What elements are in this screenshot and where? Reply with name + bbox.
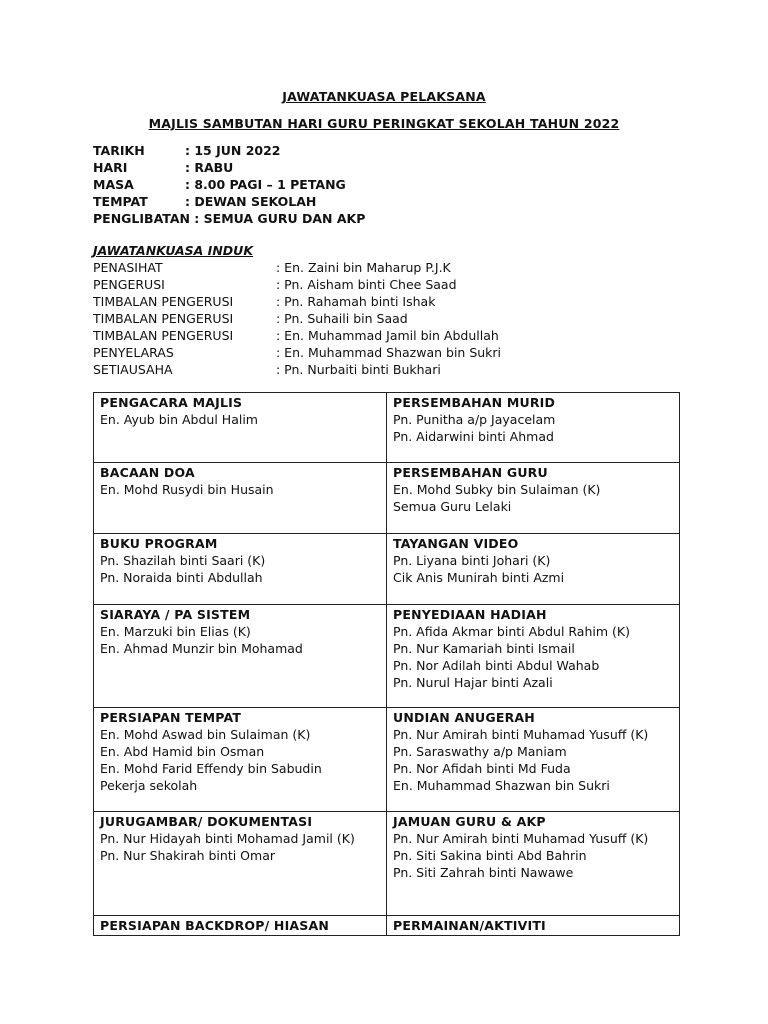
induk-member-name: : Pn. Aisham binti Chee Saad	[276, 277, 457, 292]
masa-value: : 8.00 PAGI – 1 PETANG	[185, 177, 346, 192]
induk-role: PENGERUSI	[93, 277, 165, 292]
tempat-label: TEMPAT	[93, 194, 148, 209]
committee-member: Pn. Nurul Hajar binti Azali	[393, 675, 553, 690]
induk-member-name: : Pn. Nurbaiti binti Bukhari	[276, 362, 441, 377]
committee-cell	[94, 393, 387, 463]
induk-role: PENASIHAT	[93, 260, 163, 275]
committee-member: En. Mohd Aswad bin Sulaiman (K)	[100, 727, 311, 742]
masa-label: MASA	[93, 177, 134, 192]
induk-list	[93, 259, 501, 378]
committee-member: Pn. Nor Adilah binti Abdul Wahab	[393, 658, 600, 673]
penglibatan-text: PENGLIBATAN : SEMUA GURU DAN AKP	[93, 211, 366, 226]
induk-row	[93, 361, 501, 378]
committee-member: En. Abd Hamid bin Osman	[100, 744, 265, 759]
committee-member: Pn. Nor Afidah binti Md Fuda	[393, 761, 571, 776]
committee-member: En. Mohd Rusydi bin Husain	[100, 482, 274, 497]
info-row-tarikh	[93, 142, 365, 159]
committee-row	[94, 534, 680, 605]
hari-value: : RABU	[185, 160, 234, 175]
committee-title: PENGACARA MAJLIS	[100, 395, 243, 410]
induk-member-name: : En. Muhammad Jamil bin Abdullah	[276, 328, 499, 343]
committee-member: En. Mohd Subky bin Sulaiman (K)	[393, 482, 601, 497]
committee-row	[94, 812, 680, 916]
induk-role: SETIAUSAHA	[93, 362, 173, 377]
committee-title: PERSEMBAHAN GURU	[393, 465, 548, 480]
committee-title: JAMUAN GURU & AKP	[393, 814, 546, 829]
committee-title: BUKU PROGRAM	[100, 536, 218, 551]
committee-member: Pn. Punitha a/p Jayacelam	[393, 412, 556, 427]
committee-table	[93, 392, 680, 936]
committee-member: Pn. Noraida binti Abdullah	[100, 570, 263, 585]
committee-title: TAYANGAN VIDEO	[393, 536, 519, 551]
committee-member: Pn. Nur Hidayah binti Mohamad Jamil (K)	[100, 831, 355, 846]
tarikh-value: : 15 JUN 2022	[185, 143, 281, 158]
committee-member: En. Ayub bin Abdul Halim	[100, 412, 258, 427]
committee-member: Cik Anis Munirah binti Azmi	[393, 570, 565, 585]
committee-cell	[387, 916, 680, 936]
induk-heading: JAWATANKUASA INDUK	[93, 243, 254, 258]
tarikh-label: TARIKH	[93, 143, 145, 158]
hari-label: HARI	[93, 160, 128, 175]
committee-member: Pn. Siti Zahrah binti Nawawe	[393, 865, 574, 880]
committee-row	[94, 605, 680, 708]
committee-cell	[94, 708, 387, 812]
committee-cell	[387, 534, 680, 605]
committee-title: UNDIAN ANUGERAH	[393, 710, 535, 725]
committee-member: Pn. Siti Sakina binti Abd Bahrin	[393, 848, 587, 863]
committee-row	[94, 916, 680, 936]
committee-member: En. Ahmad Munzir bin Mohamad	[100, 641, 303, 656]
committee-member: Pn. Saraswathy a/p Maniam	[393, 744, 567, 759]
committee-member: Pn. Afida Akmar binti Abdul Rahim (K)	[393, 624, 630, 639]
committee-member: Pn. Aidarwini binti Ahmad	[393, 429, 554, 444]
info-row-masa	[93, 176, 365, 193]
committee-cell	[387, 812, 680, 916]
induk-role: TIMBALAN PENGERUSI	[93, 294, 234, 309]
committee-member: Pn. Nur Shakirah binti Omar	[100, 848, 275, 863]
committee-cell	[94, 605, 387, 708]
induk-row	[93, 293, 501, 310]
committee-cell	[94, 916, 387, 936]
committee-row	[94, 393, 680, 463]
induk-member-name: : En. Muhammad Shazwan bin Sukri	[276, 345, 502, 360]
induk-row	[93, 310, 501, 327]
induk-row	[93, 327, 501, 344]
induk-row	[93, 259, 501, 276]
info-row-tempat	[93, 193, 365, 210]
committee-title: PERSIAPAN TEMPAT	[100, 710, 242, 725]
committee-member: Pn. Liyana binti Johari (K)	[393, 553, 551, 568]
tempat-value: : DEWAN SEKOLAH	[185, 194, 317, 209]
committee-cell	[387, 463, 680, 534]
induk-member-name: : En. Zaini bin Maharup P.J.K	[276, 260, 451, 275]
committee-cell	[94, 463, 387, 534]
induk-row	[93, 344, 501, 361]
induk-role: PENYELARAS	[93, 345, 174, 360]
committee-cell	[94, 534, 387, 605]
committee-cell	[387, 605, 680, 708]
committee-title: SIARAYA / PA SISTEM	[100, 607, 251, 622]
committee-title: PERMAINAN/AKTIVITI	[393, 918, 546, 933]
committee-member: En. Mohd Farid Effendy bin Sabudin	[100, 761, 322, 776]
induk-role: TIMBALAN PENGERUSI	[93, 328, 234, 343]
committee-title: PERSEMBAHAN MURID	[393, 395, 556, 410]
committee-cell	[387, 708, 680, 812]
document-title: JAWATANKUASA PELAKSANA	[282, 89, 486, 104]
committee-title: PENYEDIAAN HADIAH	[393, 607, 547, 622]
committee-member: En. Muhammad Shazwan bin Sukri	[393, 778, 610, 793]
committee-title: BACAAN DOA	[100, 465, 195, 480]
induk-role: TIMBALAN PENGERUSI	[93, 311, 234, 326]
committee-row	[94, 708, 680, 812]
committee-member: Pekerja sekolah	[100, 778, 198, 793]
induk-member-name: : Pn. Suhaili bin Saad	[276, 311, 408, 326]
committee-member: Pn. Nur Amirah binti Muhamad Yusuff (K)	[393, 727, 649, 742]
committee-row	[94, 463, 680, 534]
induk-member-name: : Pn. Rahamah binti Ishak	[276, 294, 436, 309]
document-subtitle: MAJLIS SAMBUTAN HARI GURU PERINGKAT SEKOLAH TAHUN 2022	[148, 116, 620, 131]
committee-title: JURUGAMBAR/ DOKUMENTASI	[100, 814, 313, 829]
info-row-hari	[93, 159, 365, 176]
induk-row	[93, 276, 501, 293]
committee-member: Pn. Nur Amirah binti Muhamad Yusuff (K)	[393, 831, 649, 846]
committee-member: Semua Guru Lelaki	[393, 499, 512, 514]
committee-cell	[387, 393, 680, 463]
committee-member: En. Marzuki bin Elias (K)	[100, 624, 251, 639]
info-row-penglibatan	[93, 210, 365, 227]
committee-member: Pn. Shazilah binti Saari (K)	[100, 553, 266, 568]
committee-cell	[94, 812, 387, 916]
committee-title: PERSIAPAN BACKDROP/ HIASAN	[100, 918, 330, 933]
event-info	[93, 142, 365, 227]
committee-member: Pn. Nur Kamariah binti Ismail	[393, 641, 575, 656]
